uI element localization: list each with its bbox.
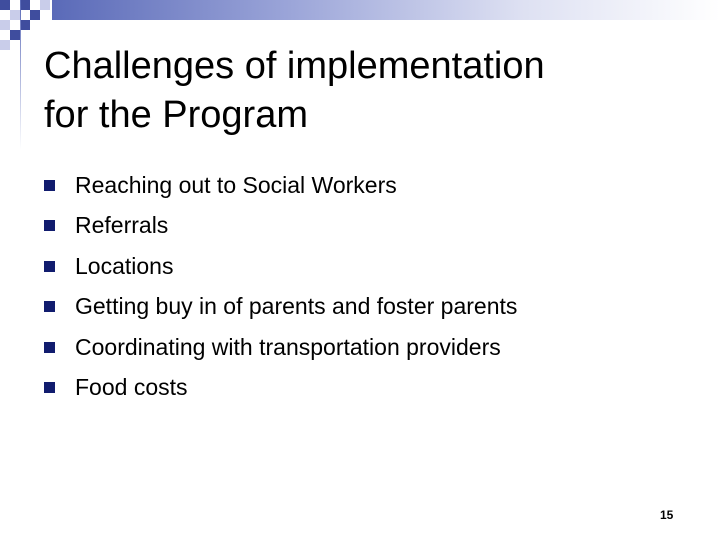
checker-square [40, 0, 50, 10]
checker-square [10, 10, 20, 20]
slide-title-line: for the Program [44, 94, 308, 136]
page-number: 15 [660, 508, 674, 522]
square-bullet-icon [44, 220, 55, 231]
square-bullet-icon [44, 382, 55, 393]
slide-title-line: Challenges of implementation [44, 45, 545, 87]
bullet-list [44, 165, 517, 408]
header-gradient-bar [52, 0, 720, 20]
list-item-text: Coordinating with transportation providers [75, 333, 501, 360]
square-bullet-icon [44, 301, 55, 312]
square-bullet-icon [44, 342, 55, 353]
list-item-text: Getting buy in of parents and foster parents [75, 293, 518, 320]
list-item [44, 206, 517, 247]
checker-square [0, 40, 10, 50]
list-item-text: Reaching out to Social Workers [75, 171, 397, 198]
square-bullet-icon [44, 180, 55, 191]
list-item-text: Food costs [75, 374, 188, 401]
list-item-text: Referrals [75, 212, 169, 239]
list-item [44, 246, 517, 287]
checker-square [30, 10, 40, 20]
checker-square [20, 20, 30, 30]
slide-title [44, 42, 684, 140]
list-item [44, 327, 517, 368]
list-item [44, 165, 517, 206]
checker-square [0, 20, 10, 30]
list-item-text: Locations [75, 252, 174, 279]
checker-square [0, 0, 10, 10]
checker-square [10, 30, 20, 40]
checker-square [20, 0, 30, 10]
square-bullet-icon [44, 261, 55, 272]
list-item [44, 368, 517, 409]
left-vertical-rule [20, 0, 21, 150]
list-item [44, 287, 517, 328]
